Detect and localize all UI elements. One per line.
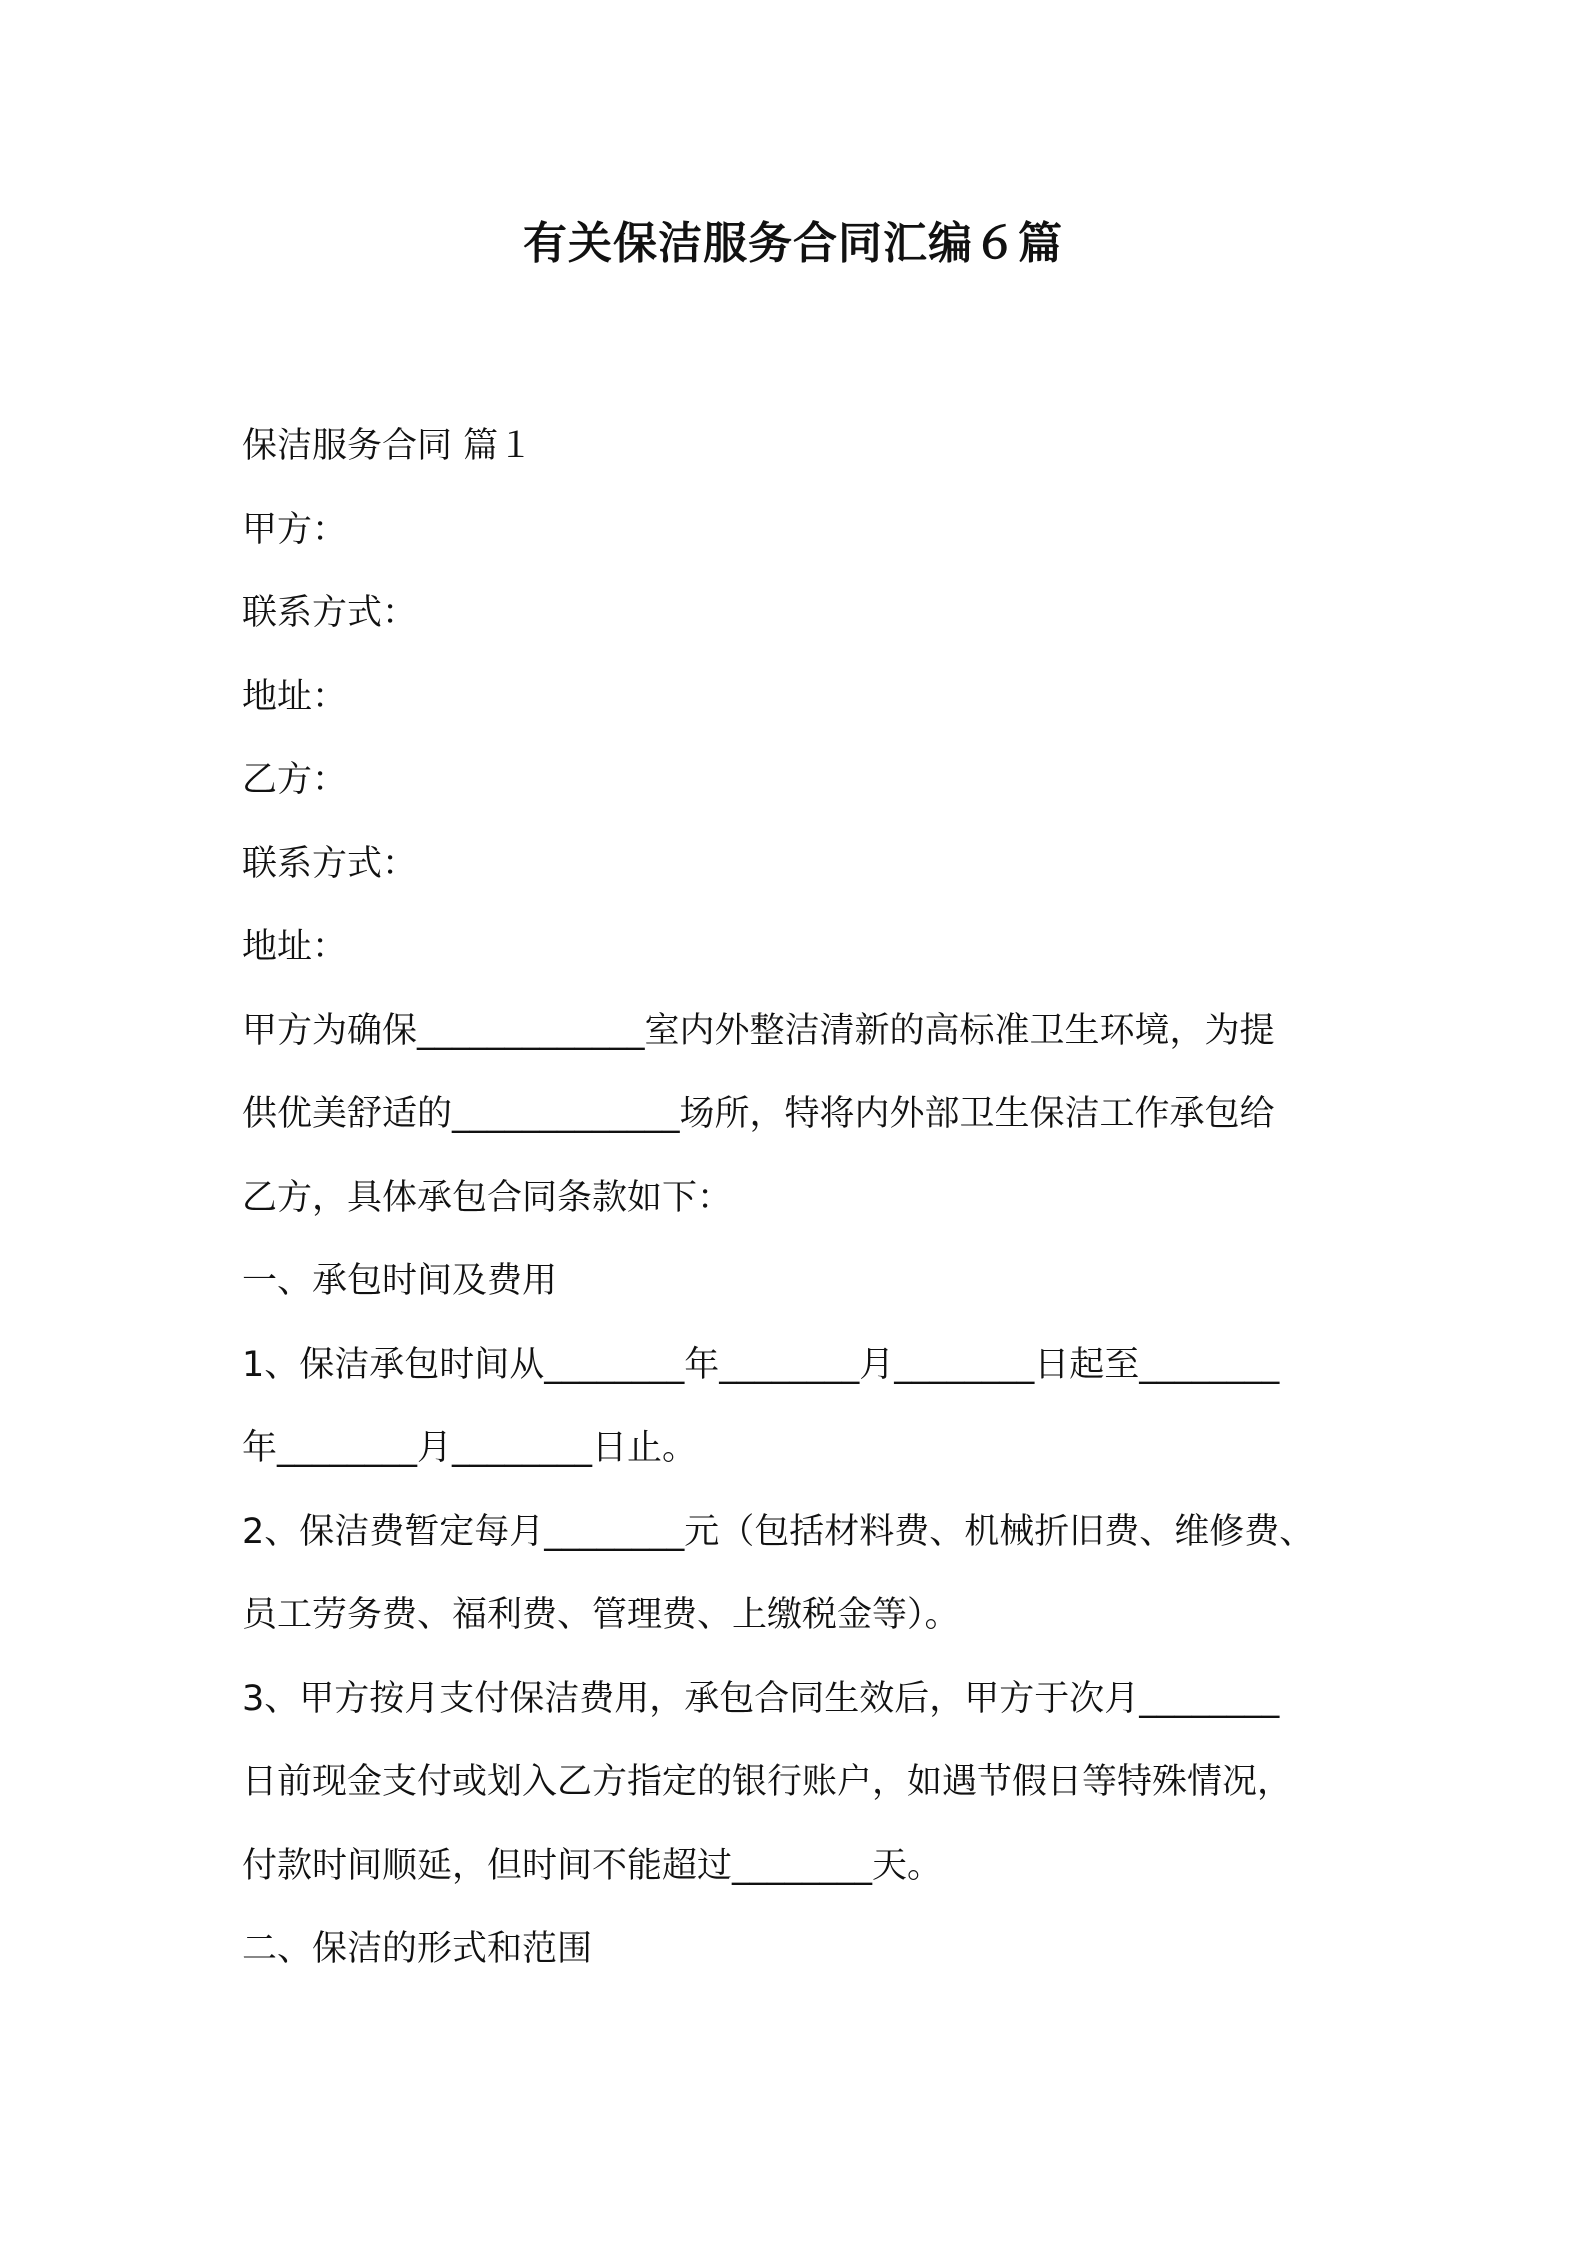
clause-heading: 一、承包时间及费用	[242, 1261, 558, 1301]
clause-heading: 二、保洁的形式和范围	[242, 1929, 593, 1969]
party-a-contact-label: 联系方式：	[242, 593, 418, 633]
section-heading: 保洁服务合同 篇１	[242, 426, 534, 466]
document-body	[242, 405, 1372, 1992]
paragraph-line: 甲方为确保_____________室内外整洁清新的高标准卫生环境，为提	[242, 1010, 1275, 1051]
paragraph-line: 员工劳务费、福利费、管理费、上缴税金等）。	[242, 1595, 960, 1635]
paragraph-line: 乙方，具体承包合同条款如下：	[242, 1177, 733, 1218]
paragraph-line: 日前现金支付或划入乙方指定的银行账户，如遇节假日等特殊情况，	[242, 1762, 1293, 1802]
paragraph-line: 3、甲方按月支付保洁费用，承包合同生效后，甲方于次月________	[242, 1678, 1280, 1719]
paragraph-line: 2、保洁费暂定每月________元（包括材料费、机械折旧费、维修费、	[242, 1511, 1315, 1552]
party-b-contact-label: 联系方式：	[242, 843, 418, 884]
party-a-label: 甲方：	[242, 509, 348, 550]
paragraph-line: 年________月________日止。	[242, 1428, 698, 1468]
party-b-address-label: 地址：	[242, 927, 348, 967]
party-b-label: 乙方：	[242, 760, 348, 800]
paragraph-line: 1、保洁承包时间从________年________月________日起至________	[242, 1344, 1280, 1385]
party-a-address-label: 地址：	[242, 676, 348, 717]
document-title: 有关保洁服务合同汇编６篇	[523, 218, 1063, 269]
paragraph-line: 付款时间顺延，但时间不能超过________天。	[242, 1845, 943, 1886]
paragraph-line: 供优美舒适的_____________场所，特将内外部卫生保洁工作承包给	[242, 1094, 1275, 1134]
